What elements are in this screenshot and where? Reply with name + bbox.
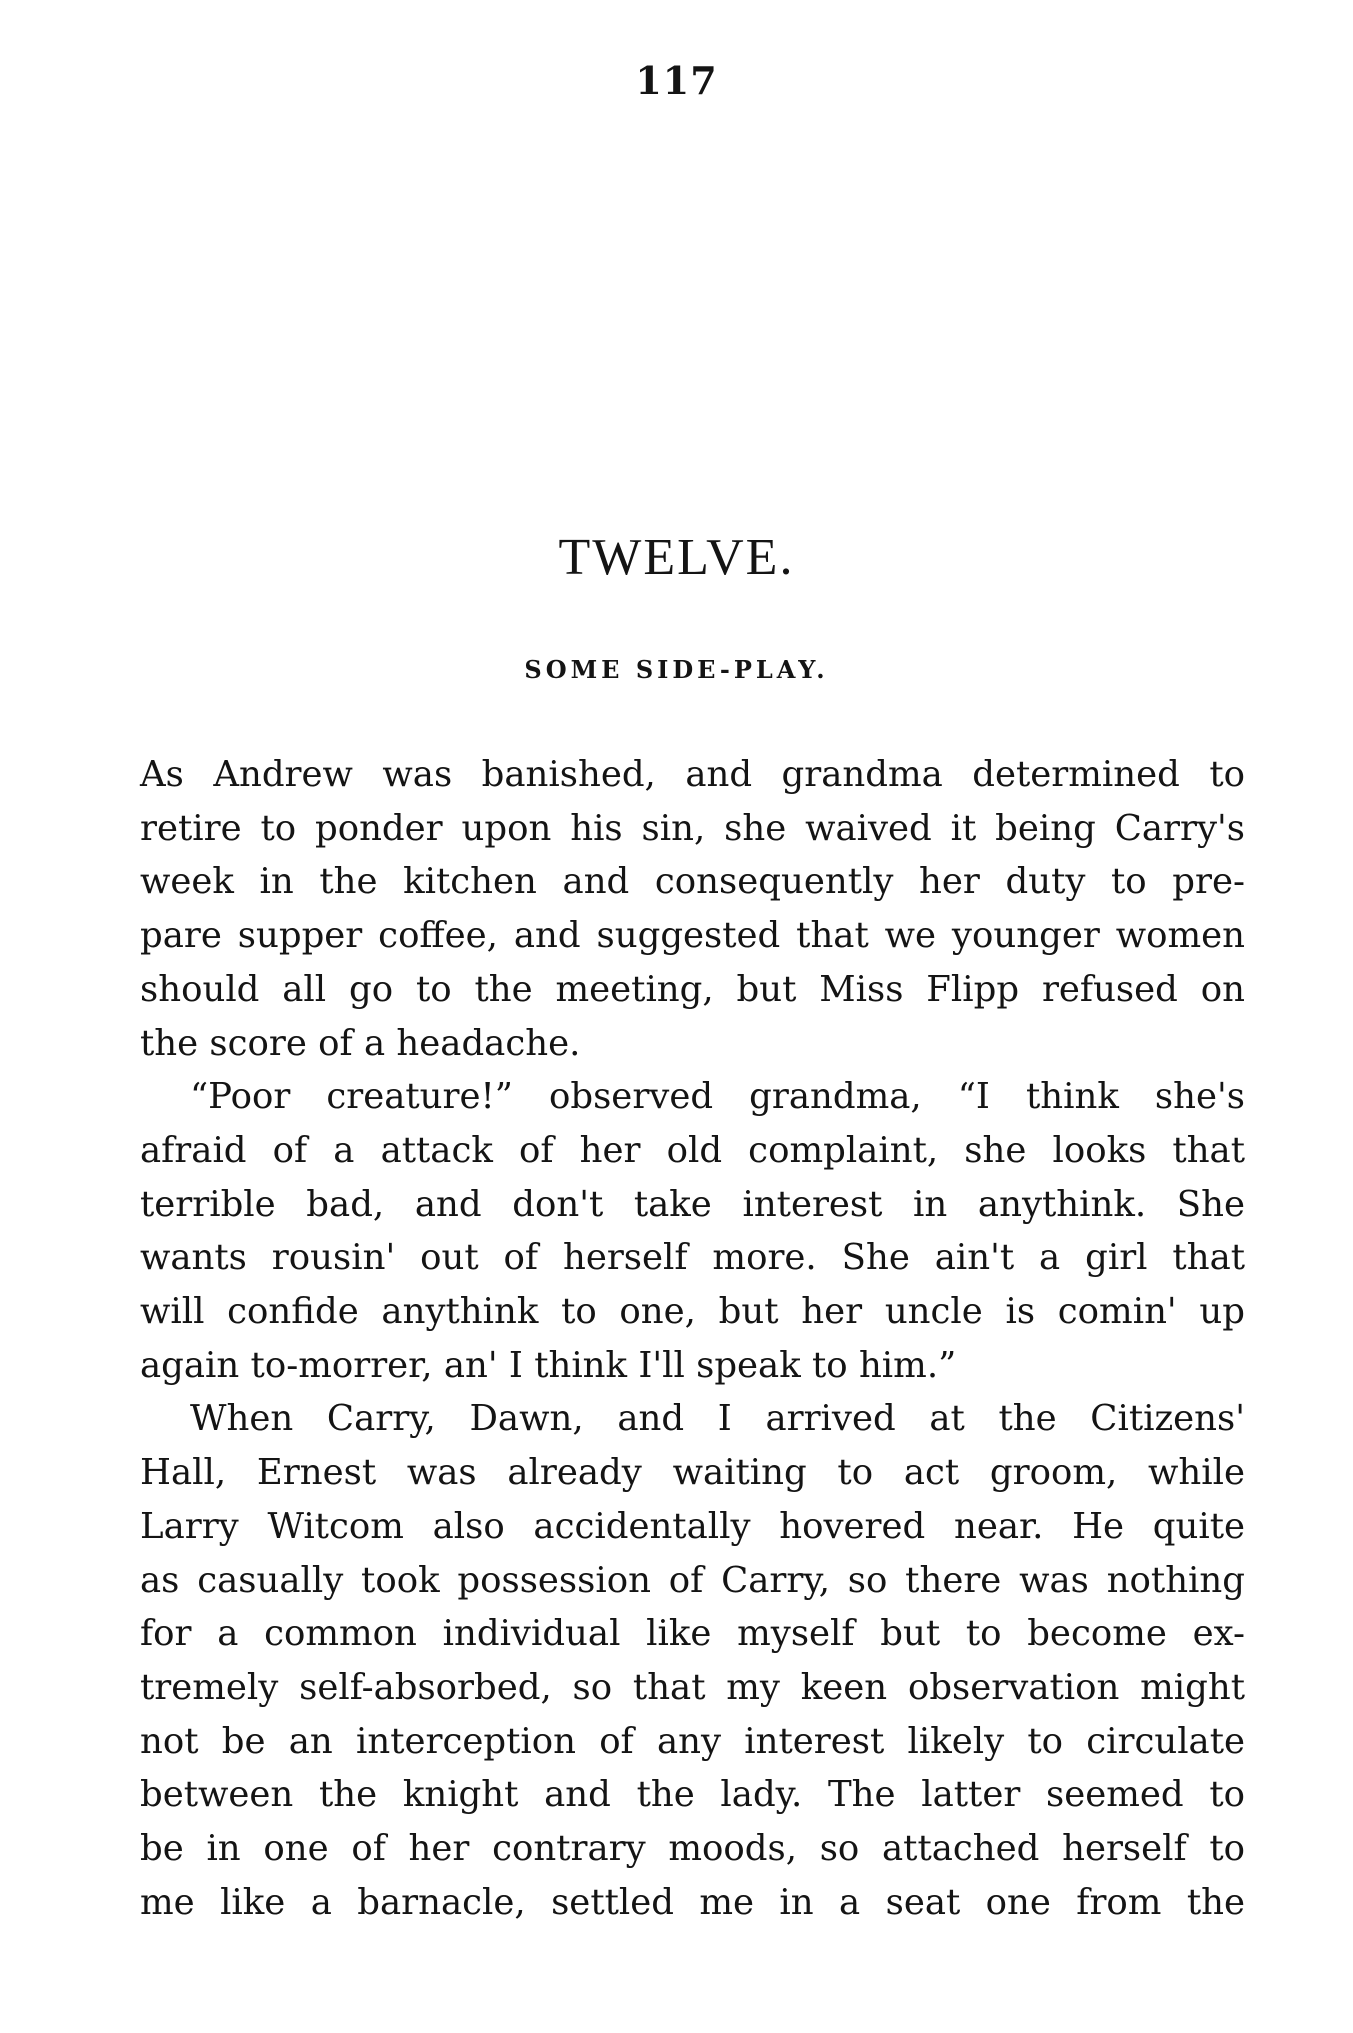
- text-line: be in one of her contrary moods, so attached herself to: [140, 1828, 1245, 1870]
- paragraph-2: [140, 1070, 1245, 1392]
- text-line: will confide anythink to one, but her uncle is comin' up: [140, 1291, 1245, 1333]
- text-line: retire to ponder upon his sin, she waived it being Carry's: [140, 807, 1245, 849]
- text-line: terrible bad, and don't take interest in anythink. She: [140, 1183, 1245, 1225]
- text-line: me like a barnacle, settled me in a seat one from the: [140, 1881, 1245, 1923]
- paragraph-3: [140, 1392, 1245, 1929]
- text-line: afraid of a attack of her old complaint, she looks that: [140, 1129, 1245, 1171]
- chapter-subtitle: SOME SIDE-PLAY.: [524, 655, 829, 684]
- text-line: the score of a headache.: [140, 1022, 581, 1064]
- text-line: As Andrew was banished, and grandma determined to: [140, 754, 1245, 795]
- text-line: When Carry, Dawn, and I arrived at the Citizens': [190, 1398, 1245, 1440]
- text-line: “Poor creature!” observed grandma, “I think she's: [190, 1076, 1245, 1118]
- text-line: Larry Witcom also accidentally hovered near. He quite: [140, 1505, 1245, 1547]
- text-line: not be an interception of any interest likely to circulate: [140, 1720, 1245, 1762]
- body-text: [140, 748, 1245, 1929]
- text-line: between the knight and the lady. The latter seemed to: [140, 1774, 1245, 1816]
- paragraph-1: [140, 748, 1245, 1070]
- text-line: for a common individual like myself but to become ex-: [140, 1613, 1245, 1655]
- text-line: again to-morrer, an' I think I'll speak to him.”: [140, 1344, 957, 1386]
- text-line: wants rousin' out of herself more. She ain't a girl that: [140, 1237, 1245, 1279]
- chapter-title: TWELVE.: [558, 529, 795, 586]
- text-line: tremely self-absorbed, so that my keen observation might: [140, 1666, 1245, 1708]
- text-line: week in the kitchen and consequently her duty to pre-: [140, 861, 1245, 903]
- text-line: as casually took possession of Carry, so there was nothing: [140, 1559, 1245, 1601]
- text-line: Hall, Ernest was already waiting to act groom, while: [140, 1452, 1245, 1494]
- text-line: should all go to the meeting, but Miss Flipp refused on: [140, 968, 1245, 1010]
- text-line: pare supper coffee, and suggested that we younger women: [140, 915, 1245, 957]
- page-number: 117: [635, 58, 718, 103]
